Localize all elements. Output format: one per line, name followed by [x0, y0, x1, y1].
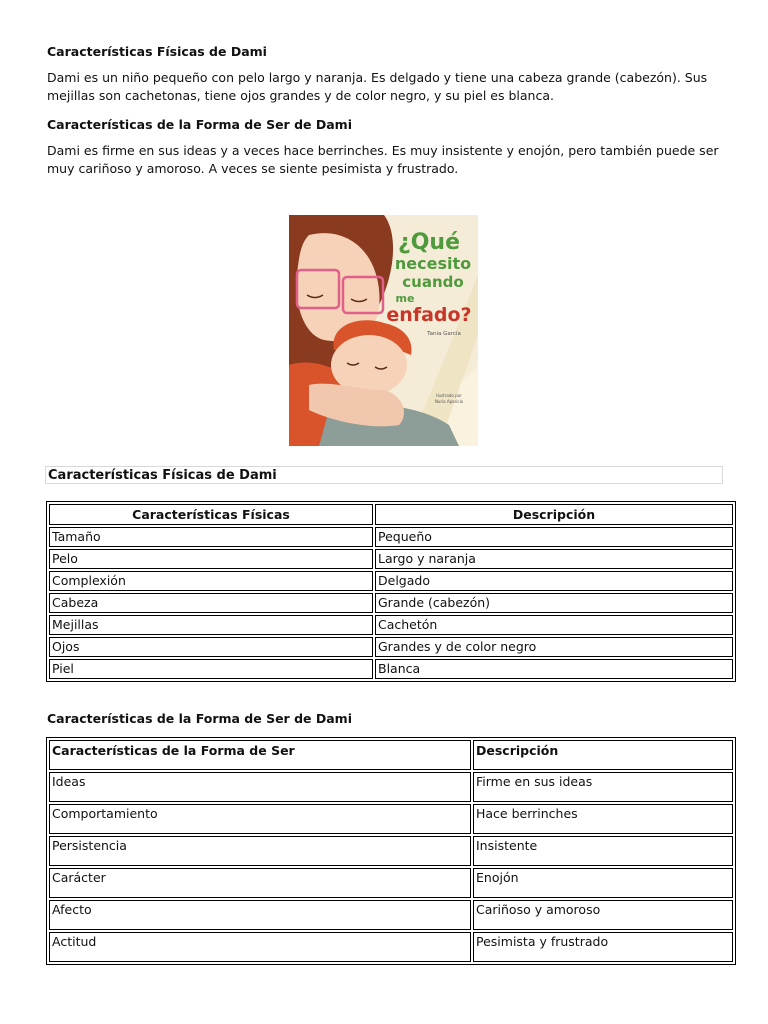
table-cell: Complexión [49, 571, 373, 591]
physical-paragraph: Dami es un niño pequeño con pelo largo y naranja. Es delgado y tiene una cabeza grande (cabezón). Sus mejillas son cachetonas, tiene ojos grandes y de color negro, y su piel es blanca. [47, 70, 708, 103]
table-cell: Actitud [49, 932, 471, 962]
table-header-cell: Descripción [375, 504, 733, 525]
table-row [49, 527, 733, 547]
table-cell: Pesimista y frustrado [473, 932, 733, 962]
table-row [49, 836, 733, 866]
table-cell: Tamaño [49, 527, 373, 547]
table-cell: Comportamiento [49, 804, 471, 834]
table-cell: Cachetón [375, 615, 733, 635]
table-cell: Carácter [49, 868, 471, 898]
table-cell: Hace berrinches [473, 804, 733, 834]
physical-table-caption: Características Físicas de Dami [45, 466, 723, 484]
cover-title-line: necesito [394, 254, 472, 273]
table-row [49, 615, 733, 635]
table-cell: Ojos [49, 637, 373, 657]
table-cell: Cabeza [49, 593, 373, 613]
table-header-row [49, 504, 733, 525]
table-header-row [49, 740, 733, 770]
table-cell: Blanca [375, 659, 733, 679]
table-cell: Grandes y de color negro [375, 637, 733, 657]
cover-illustrator-name: Nuria Aparicio [434, 399, 464, 404]
table-cell: Ideas [49, 772, 471, 802]
cover-title-line: cuando [402, 273, 464, 291]
table-row [49, 900, 733, 930]
cover-title-line: enfado? [386, 304, 472, 326]
table-row [49, 772, 733, 802]
table-cell: Mejillas [49, 615, 373, 635]
table-header-cell: Características Físicas [49, 504, 373, 525]
table-cell: Enojón [473, 868, 733, 898]
table-cell: Delgado [375, 571, 733, 591]
book-cover-image [289, 215, 478, 446]
table-header-cell: Características de la Forma de Ser [49, 740, 471, 770]
table-cell: Insistente [473, 836, 733, 866]
table-row [49, 637, 733, 657]
cover-title-line: ¿Qué [397, 230, 461, 255]
table-row [49, 804, 733, 834]
table-row [49, 932, 733, 962]
table-cell: Pelo [49, 549, 373, 569]
table-header-cell: Descripción [473, 740, 733, 770]
table-cell: Piel [49, 659, 373, 679]
personality-traits-table [46, 737, 736, 965]
table-cell: Persistencia [49, 836, 471, 866]
table-row [49, 868, 733, 898]
table-row [49, 659, 733, 679]
table-row [49, 593, 733, 613]
personality-table-caption: Características de la Forma de Ser de Dami [47, 711, 352, 726]
table-cell: Cariñoso y amoroso [473, 900, 733, 930]
table-cell: Firme en sus ideas [473, 772, 733, 802]
cover-author: Tania García [427, 331, 461, 337]
personality-paragraph: Dami es firme en sus ideas y a veces hace berrinches. Es muy insistente y enojón, pero también puede ser muy cariñoso y amoroso. A veces se siente pesimista y frustrado. [47, 143, 719, 176]
cover-illustrator-label: Ilustrado por [436, 393, 462, 398]
table-cell: Largo y naranja [375, 549, 733, 569]
book-cover-illustration [289, 215, 478, 446]
physical-traits-table [46, 501, 736, 682]
table-cell: Pequeño [375, 527, 733, 547]
table-row [49, 571, 733, 591]
cover-title-line: me [395, 292, 415, 305]
table-row [49, 549, 733, 569]
table-cell: Grande (cabezón) [375, 593, 733, 613]
personality-heading: Características de la Forma de Ser de Dami [47, 117, 352, 132]
physical-heading: Características Físicas de Dami [47, 44, 267, 59]
table-cell: Afecto [49, 900, 471, 930]
